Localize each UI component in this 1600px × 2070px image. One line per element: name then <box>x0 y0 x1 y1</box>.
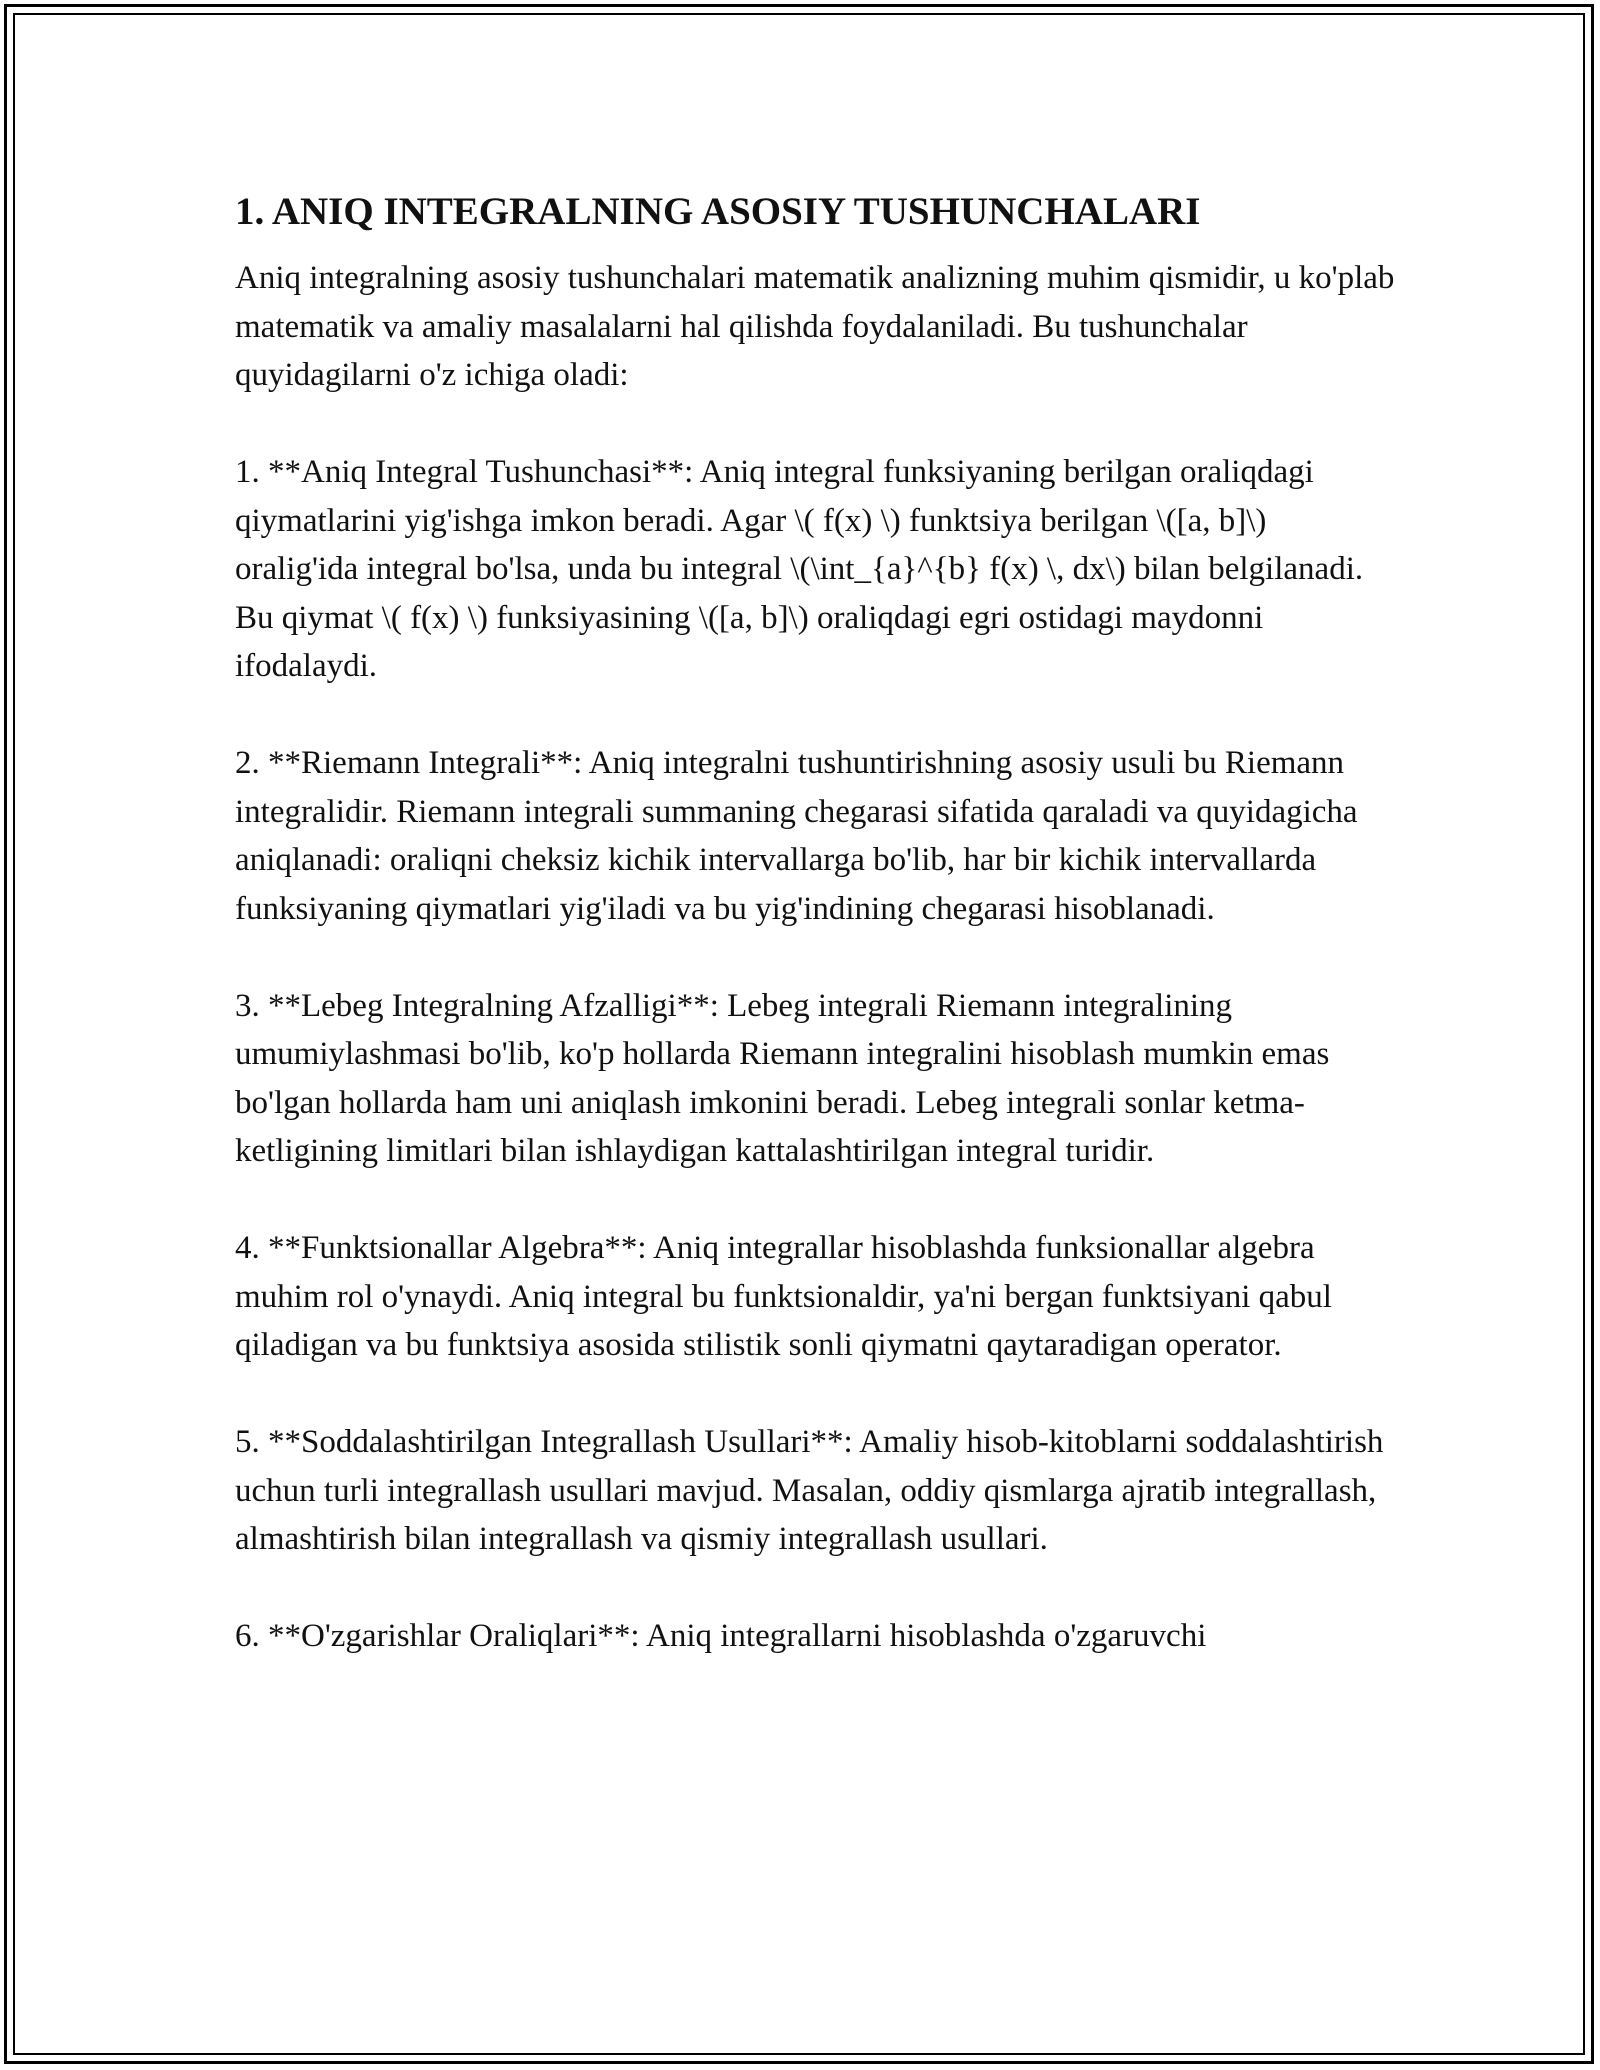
paragraph-riemann: 2. **Riemann Integrali**: Aniq integralni tushuntirishning asosiy usuli bu Riemann integralidir. Riemann integrali summaning chegarasi sifatida qaraladi va quyidagicha aniqlanadi: oraliqni cheksiz kichik intervallarga bo'lib, har bir kichik intervallarda funksiyaning qiymatlari yig'iladi va bu yig'indining chegarasi hisoblanadi. <box>235 745 1358 927</box>
paragraph-ozgarishlar: 6. **O'zgarishlar Oraliqlari**: Aniq integrallarni hisoblashda o'zgaruvchi <box>235 1618 1207 1654</box>
paragraph-integrallash-usullari: 5. **Soddalashtirilgan Integrallash Usullari**: Amaliy hisob-kitoblarni soddalashtirish uchun turli integrallash usullari mavjud. Masalan, oddiy qismlarga ajratib integrallash, almashtirish bilan integrallash va qismiy integrallash usullari. <box>235 1424 1384 1557</box>
paragraph-funktsionallar: 4. **Funktsionallar Algebra**: Aniq integrallar hisoblashda funksionallar algebra muhim rol o'ynaydi. Aniq integral bu funktsionaldir, ya'ni bergan funktsiyani qabul qiladigan va bu funktsiya asosida stilistik sonli qiymatni qaytaradigan operator. <box>235 1230 1332 1363</box>
intro-paragraph: Aniq integralning asosiy tushunchalari matematik analizning muhim qismidir, u ko'plab matematik va amaliy masalalarni hal qilishda foydalaniladi. Bu tushunchalar quyidagilarni o'z ichiga oladi: <box>235 260 1395 393</box>
paragraph-lebeg: 3. **Lebeg Integralning Afzalligi**: Lebeg integrali Riemann integralining umumiylashmasi bo'lib, ko'p hollarda Riemann integralini hisoblash mumkin emas bo'lgan hollarda ham uni aniqlash imkonini beradi. Lebeg integrali sonlar ketma-ketligining limitlari bilan ishlaydigan kattalashtirilgan integral turidir. <box>235 987 1330 1169</box>
paragraph-aniq-integral: 1. **Aniq Integral Tushunchasi**: Aniq integral funksiyaning berilgan oraliqdagi qiymatlarini yig'ishga imkon beradi. Agar \( f(x) \) funktsiya berilgan \([a, b]\) oralig'ida integral bo'lsa, unda bu integral \(\int_{a}^{b} f(x) \, dx\) bilan belgilanadi. Bu qiymat \( f(x) \) funksiyasining \([a, b]\) oraliqdagi egri ostidagi maydonni ifodalaydi. <box>235 454 1364 684</box>
document-body <box>235 186 1395 1709</box>
document-title: 1. ANIQ INTEGRALNING ASOSIY TUSHUNCHALARI <box>235 190 1201 233</box>
